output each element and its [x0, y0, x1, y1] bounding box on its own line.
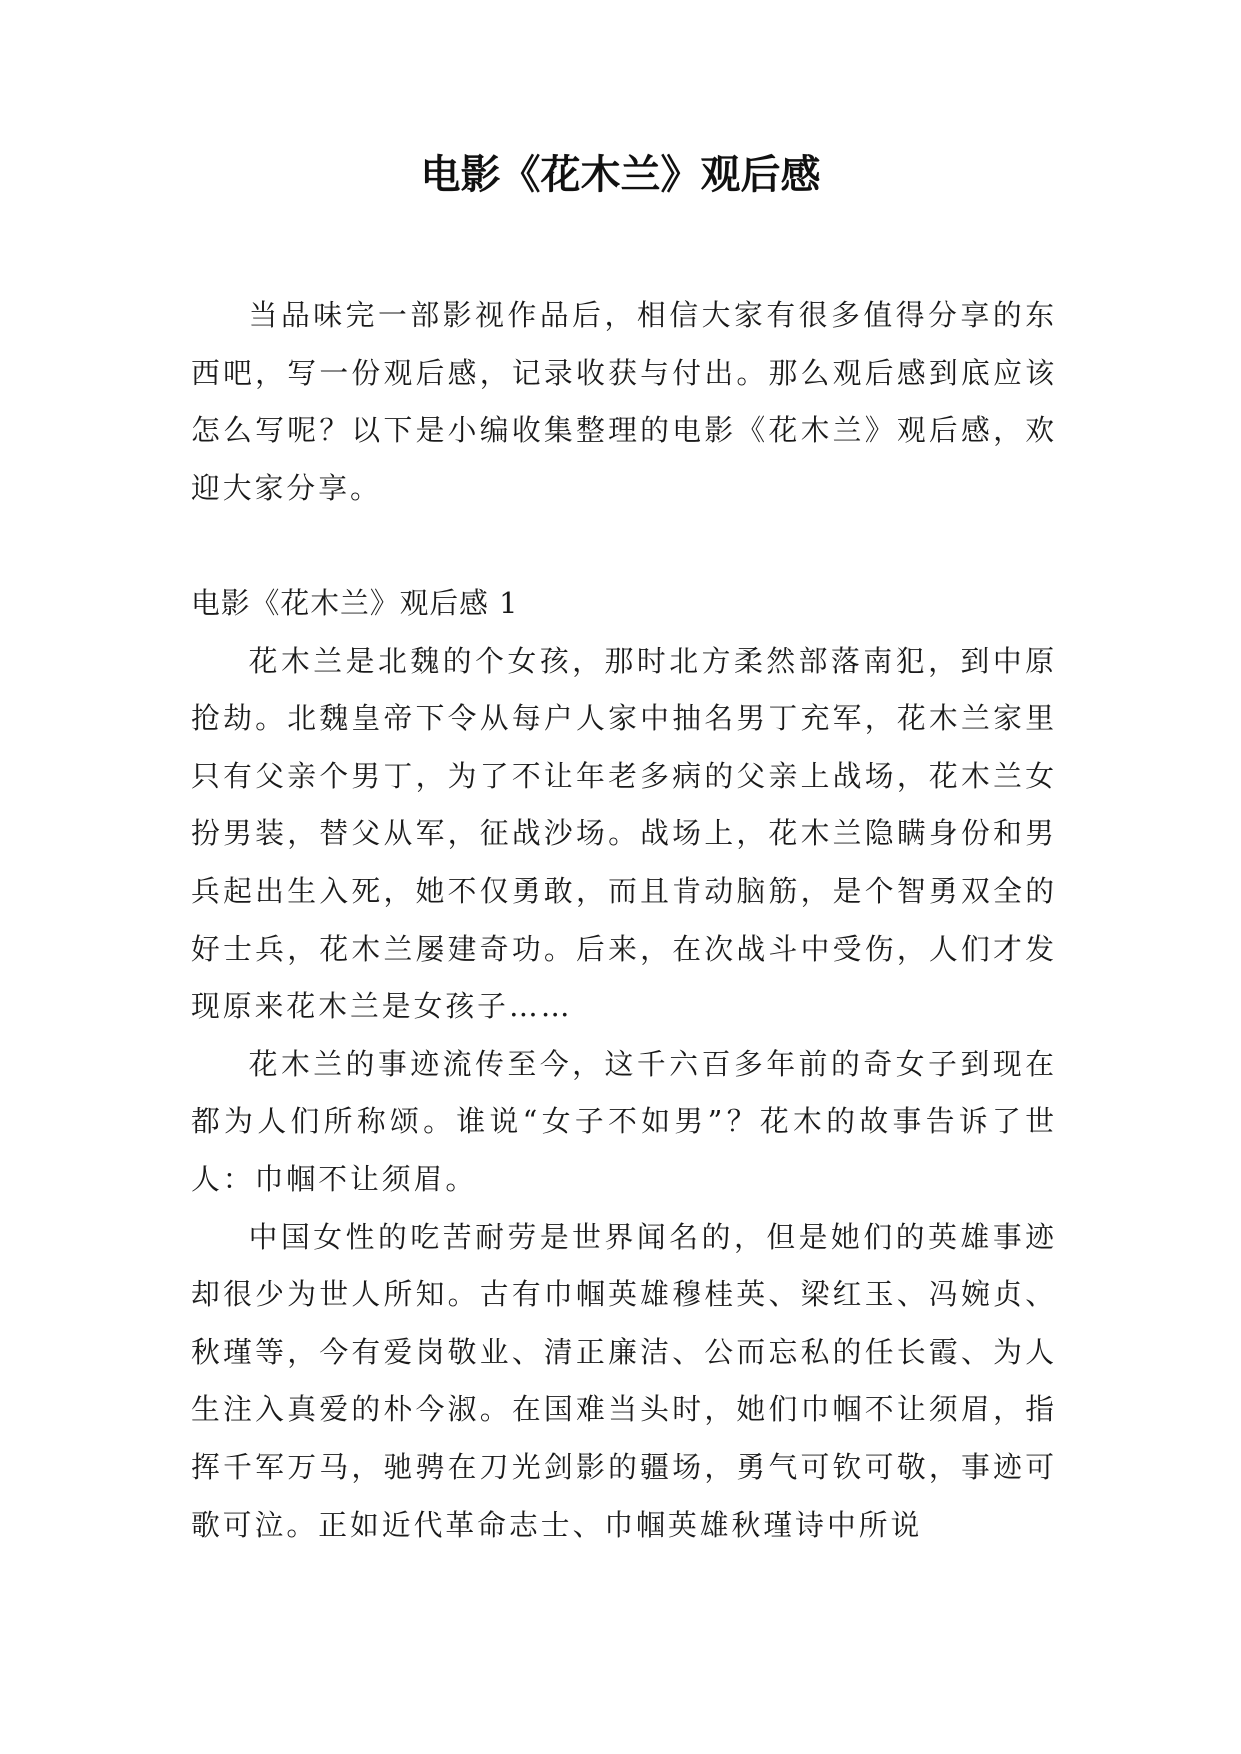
document-title: 电影《花木兰》观后感	[420, 152, 821, 198]
section-1	[191, 575, 1057, 1554]
body-paragraph: 花木兰的事迹流传至今，这千六百多年前的奇女子到现在都为人们所称颂。谁说“女子不如男”？花木的故事告诉了世人：巾帼不让须眉。	[191, 1046, 1057, 1196]
intro-paragraph: 当品味完一部影视作品后，相信大家有很多值得分享的东西吧，写一份观后感，记录收获与付出。那么观后感到底应该怎么写呢？以下是小编收集整理的电影《花木兰》观后感，欢迎大家分享。	[191, 298, 1057, 505]
intro-block	[191, 287, 1057, 517]
body-paragraph: 中国女性的吃苦耐劳是世界闻名的，但是她们的英雄事迹却很少为世人所知。古有巾帼英雄穆桂英、梁红玉、冯婉贞、秋瑾等，今有爱岗敬业、清正廉洁、公而忘私的任长霞、为人生注入真爱的朴今淑。在国难当头时，她们巾帼不让须眉，指挥千军万马，驰骋在刀光剑影的疆场，勇气可钦可敬，事迹可歌可泣。正如近代革命志士、巾帼英雄秋瑾诗中所说	[191, 1219, 1057, 1542]
body-paragraph: 花木兰是北魏的个女孩，那时北方柔然部落南犯，到中原抢劫。北魏皇帝下令从每户人家中抽名男丁充军，花木兰家里只有父亲个男丁，为了不让年老多病的父亲上战场，花木兰女扮男装，替父从军，征战沙场。战场上，花木兰隐瞒身份和男兵起出生入死，她不仅勇敢，而且肯动脑筋，是个智勇双全的好士兵，花木兰屡建奇功。后来，在次战斗中受伤，人们才发现原来花木兰是女孩子……	[191, 643, 1057, 1024]
section-heading: 电影《花木兰》观后感 1	[191, 586, 519, 620]
